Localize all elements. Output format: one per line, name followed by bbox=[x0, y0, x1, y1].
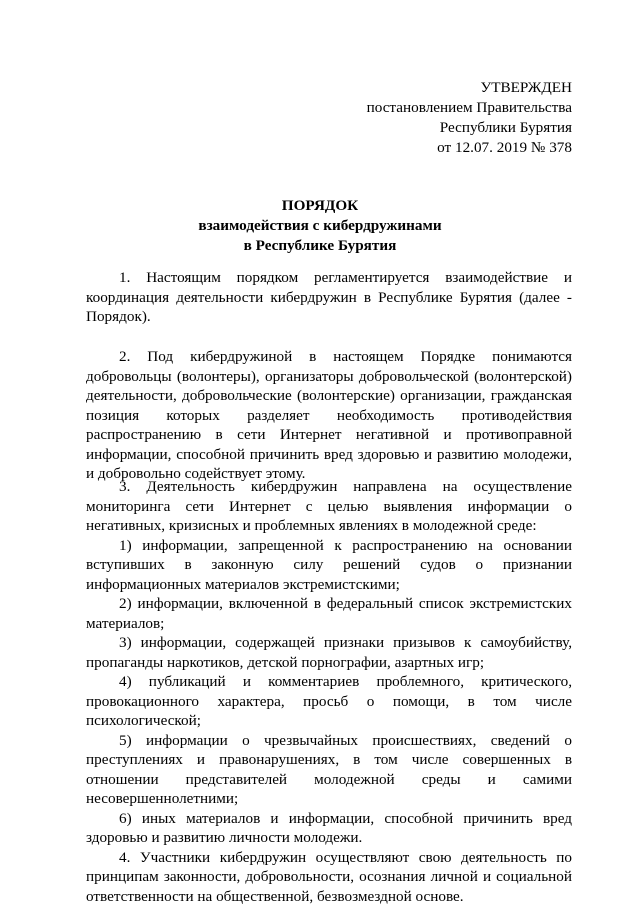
section-1 bbox=[86, 268, 572, 327]
paragraph-3: 3. Деятельность кибердружин направлена на осуществление мониторинга сети Интернет с целью выявления информации о негативных, кризисных и проблемных явлениях в молодежной среде: bbox=[86, 477, 572, 536]
list-item-5: 5) информации о чрезвычайных происшествиях, сведений о преступлениях и правонарушениях, в том числе совершенных в отношении представителей молодежной среды и самими несовершеннолетними; bbox=[86, 731, 572, 809]
list-item-2: 2) информации, включенной в федеральный список экстремистских материалов; bbox=[86, 594, 572, 633]
paragraph-2: 2. Под кибердружиной в настоящем Порядке понимаются добровольцы (волонтеры), организаторы добровольческой (волонтерской) деятельности, добровольческие (волонтерские) организации, гражданская позиция которых разделяет необходимость противодействия распространению в сети Интернет негативной и противоправной информации, способной причинить вред здоровью и развитию молодежи, и добровольно содействует этому. bbox=[86, 347, 572, 484]
approval-stamp bbox=[367, 78, 572, 158]
list-item-4: 4) публикаций и комментариев проблемного, критического, провокационного характера, просьб о помощи, в том числе психологической; bbox=[86, 672, 572, 731]
list-item-6: 6) иных материалов и информации, способной причинить вред здоровью и развитию личности молодежи. bbox=[86, 809, 572, 848]
list-item-3: 3) информации, содержащей признаки призывов к самоубийству, пропаганды наркотиков, детской порнографии, азартных игр; bbox=[86, 633, 572, 672]
section-2 bbox=[86, 347, 572, 484]
title-line-1: ПОРЯДОК bbox=[0, 196, 640, 216]
approval-authority: постановлением Правительства bbox=[367, 98, 572, 118]
paragraph-4: 4. Участники кибердружин осуществляют свою деятельность по принципам законности, добровольности, осознания личной и социальной ответственности на общественной, безвозмездной основе. bbox=[86, 848, 572, 906]
approval-heading: УТВЕРЖДЕН bbox=[367, 78, 572, 98]
approval-region: Республики Бурятия bbox=[367, 118, 572, 138]
document-title bbox=[0, 196, 640, 256]
title-line-3: в Республике Бурятия bbox=[0, 236, 640, 256]
paragraph-1: 1. Настоящим порядком регламентируется взаимодействие и координация деятельности кибердружин в Республике Бурятия (далее - Порядок). bbox=[86, 268, 572, 327]
section-3 bbox=[86, 477, 572, 906]
list-item-1: 1) информации, запрещенной к распространению на основании вступивших в законную силу решений судов о признании информационных материалов экстремистскими; bbox=[86, 536, 572, 595]
approval-date-number: от 12.07. 2019 № 378 bbox=[367, 138, 572, 158]
title-line-2: взаимодействия с кибердружинами bbox=[0, 216, 640, 236]
